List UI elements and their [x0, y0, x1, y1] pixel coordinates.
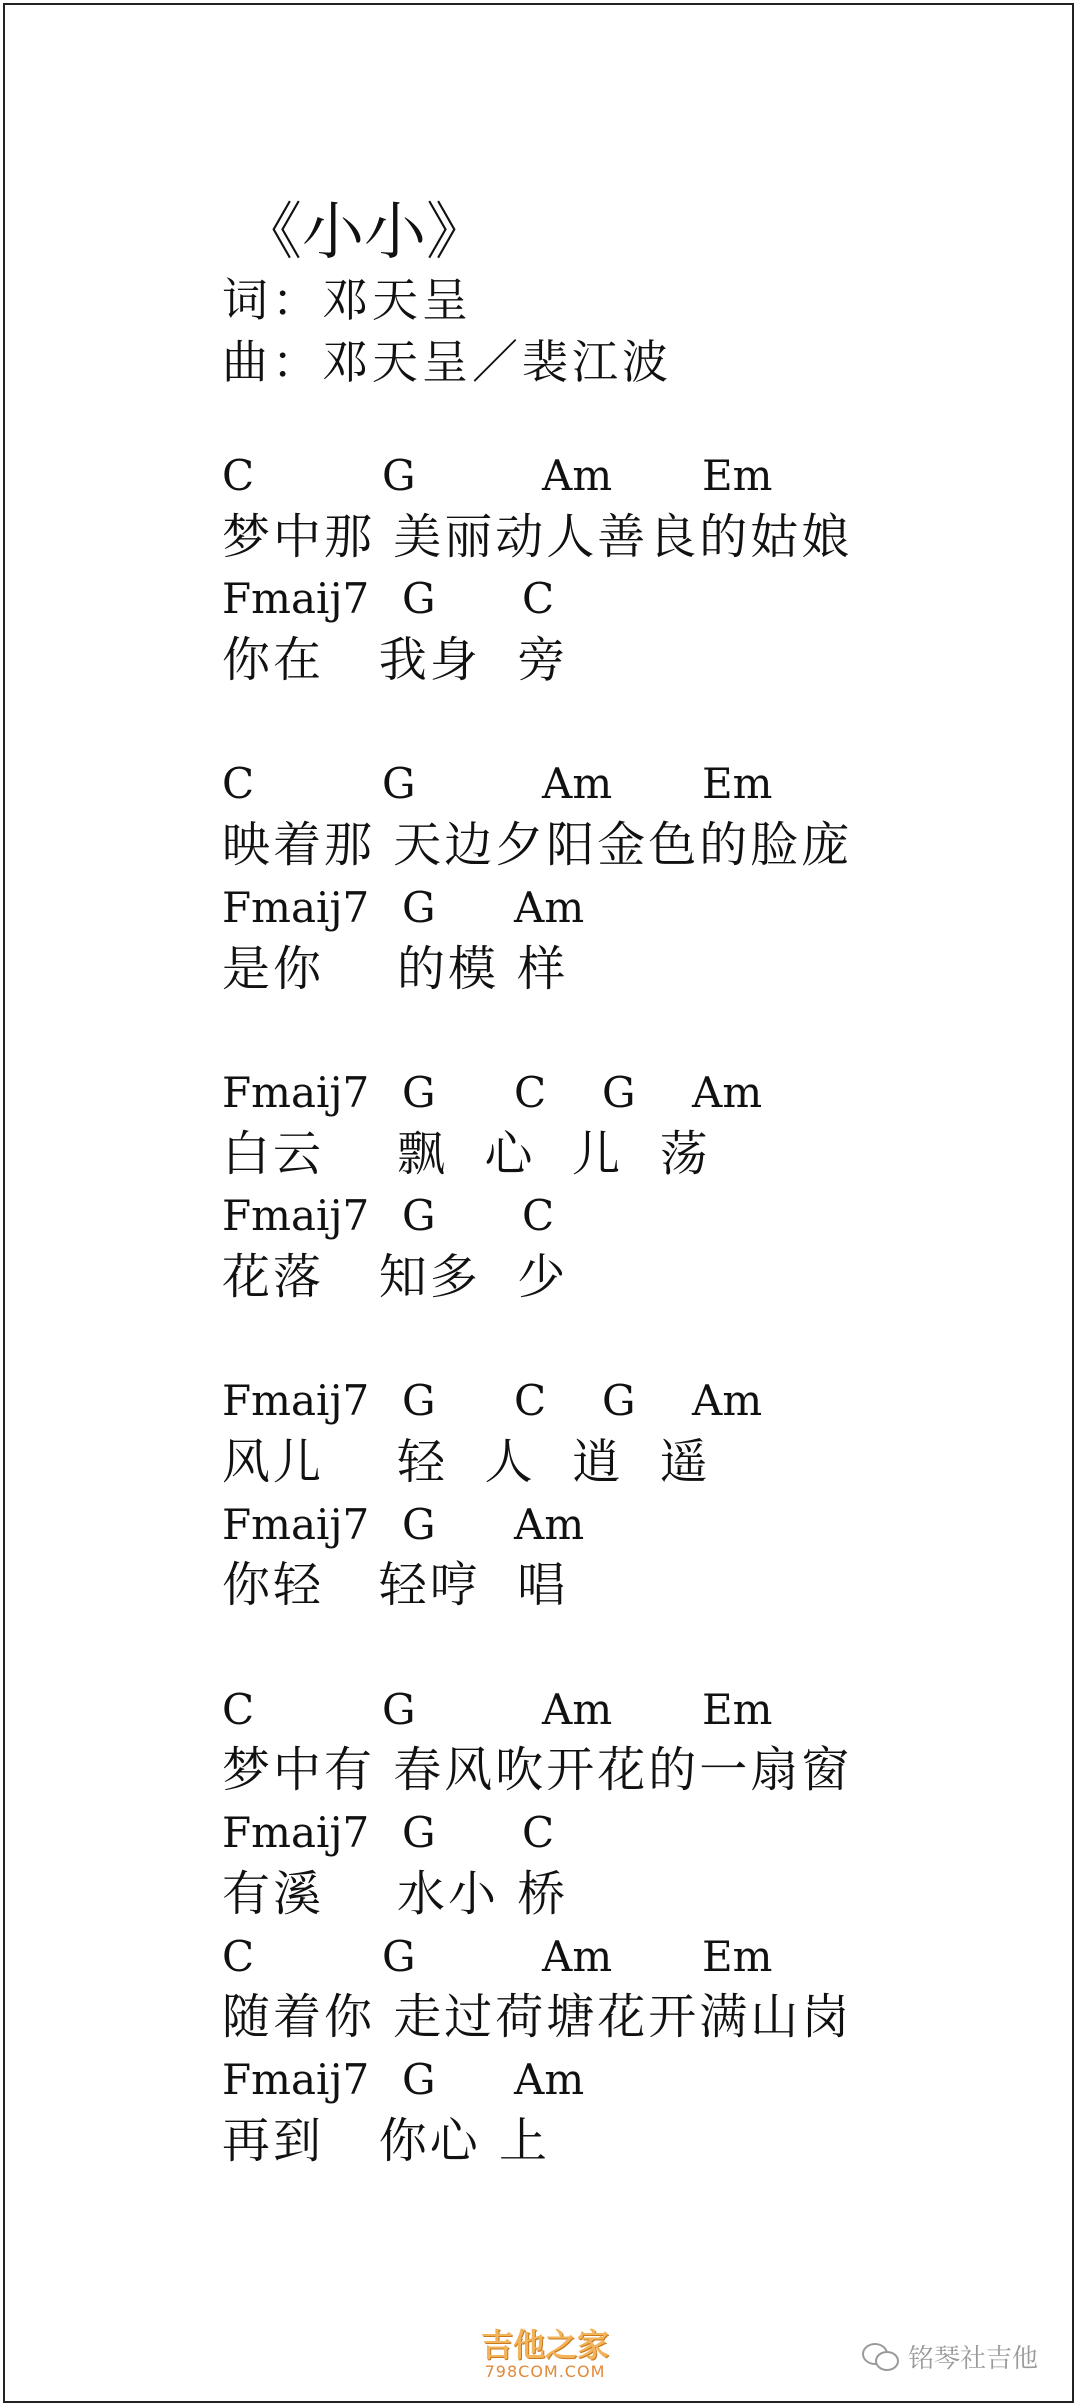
lyric-row: 你轻 轻哼 唱 [222, 1557, 569, 1614]
section-gap [222, 1617, 1022, 1679]
wechat-icon [862, 2341, 900, 2371]
chord-label: G [402, 2054, 436, 2104]
chord-label: C [222, 1931, 255, 1981]
chord-label: G [382, 451, 416, 500]
chord-label: G [602, 1067, 636, 1117]
song-title: 《小小》 [240, 195, 489, 268]
chord-label: Am [514, 1499, 585, 1549]
chord-label: Fmaij7 [222, 1067, 370, 1117]
wechat-attribution [862, 2336, 1038, 2376]
chord-label: Am [692, 1376, 763, 1426]
lyric-row: 有溪 水小 桥 [222, 1865, 569, 1922]
chord-label: G [402, 1499, 436, 1549]
lyric-row: 是你 的模 样 [222, 940, 569, 997]
chord-label: G [382, 1931, 416, 1981]
chord-label: C [514, 1376, 547, 1426]
lyric-row: 随着你 走过荷塘花开满山岗 [222, 1989, 853, 2046]
chord-label: Am [514, 882, 585, 932]
chord-row [222, 753, 1022, 815]
chord-label: Em [702, 1684, 773, 1734]
chord-label: Am [542, 759, 613, 809]
chord-lyric-lines [222, 445, 1022, 2172]
section-gap [222, 1309, 1022, 1371]
site-logo-subtext: 798COM.COM [484, 2362, 606, 2381]
chord-label: C [522, 1808, 555, 1858]
chord-label: Em [702, 1931, 773, 1981]
lyric-row: 风儿 轻 人 逍 遥 [222, 1434, 711, 1490]
site-logo [470, 2327, 620, 2381]
chord-row [222, 877, 1022, 939]
lyric-row: 花落 知多 少 [222, 1248, 569, 1305]
chord-row [222, 1370, 1022, 1432]
chord-row [222, 445, 1022, 507]
chord-label: G [602, 1376, 636, 1426]
chord-label: Fmaij7 [222, 1808, 370, 1858]
chord-label: G [402, 1376, 436, 1426]
composer-credit: 曲：邓天呈／裴江波 [222, 335, 672, 389]
lyric-row: 梦中有 春风吹开花的一扇窗 [222, 1742, 853, 1799]
chord-label: Am [542, 451, 613, 500]
chord-row [222, 568, 1022, 630]
chord-row [222, 2049, 1022, 2111]
chord-label: Em [702, 759, 773, 809]
chord-row [222, 1679, 1022, 1741]
chord-row [222, 1802, 1022, 1864]
lyric-row: 梦中那 美丽动人善良的姑娘 [222, 508, 853, 565]
wechat-account-name: 铭琴社吉他 [908, 2343, 1039, 2374]
lyric-row: 再到 你心 上 [222, 2112, 551, 2169]
chord-label: Am [692, 1067, 763, 1117]
section-gap [222, 692, 1022, 754]
lyric-row: 你在 我身 旁 [222, 632, 569, 689]
chord-row [222, 1926, 1022, 1988]
chord-label: G [402, 1808, 436, 1858]
chord-label: C [522, 1191, 555, 1241]
chord-label: Fmaij7 [222, 2054, 370, 2104]
chord-label: Fmaij7 [222, 1191, 370, 1241]
lyric-row: 映着那 天边夕阳金色的脸庞 [222, 817, 853, 874]
chord-label: G [382, 759, 416, 809]
chord-label: Fmaij7 [222, 574, 370, 624]
chord-label: Am [542, 1684, 613, 1734]
chord-label: Fmaij7 [222, 882, 370, 932]
chord-row [222, 1185, 1022, 1247]
chord-label: C [522, 574, 555, 624]
section-gap [222, 1000, 1022, 1062]
chord-label: G [402, 574, 436, 624]
chord-sheet [222, 195, 1022, 2172]
chord-label: Am [542, 1931, 613, 1981]
chord-row [222, 1494, 1022, 1556]
chord-label: Em [702, 451, 773, 500]
chord-label: Fmaij7 [222, 1376, 370, 1426]
chord-label: Fmaij7 [222, 1499, 370, 1549]
chord-label: C [222, 759, 255, 809]
chord-label: C [222, 1684, 255, 1734]
lyric-row: 白云 飘 心 儿 荡 [222, 1125, 711, 1182]
chord-label: G [402, 882, 436, 932]
chord-label: G [382, 1684, 416, 1734]
lyricist-credit: 词：邓天呈 [222, 273, 472, 327]
chord-label: C [222, 451, 255, 500]
chord-label: C [514, 1067, 547, 1117]
site-logo-text: 吉他之家 [480, 2326, 609, 2364]
chord-label: G [402, 1191, 436, 1241]
chord-label: G [402, 1067, 436, 1117]
chord-label: Am [514, 2054, 585, 2104]
chord-row [222, 1062, 1022, 1124]
